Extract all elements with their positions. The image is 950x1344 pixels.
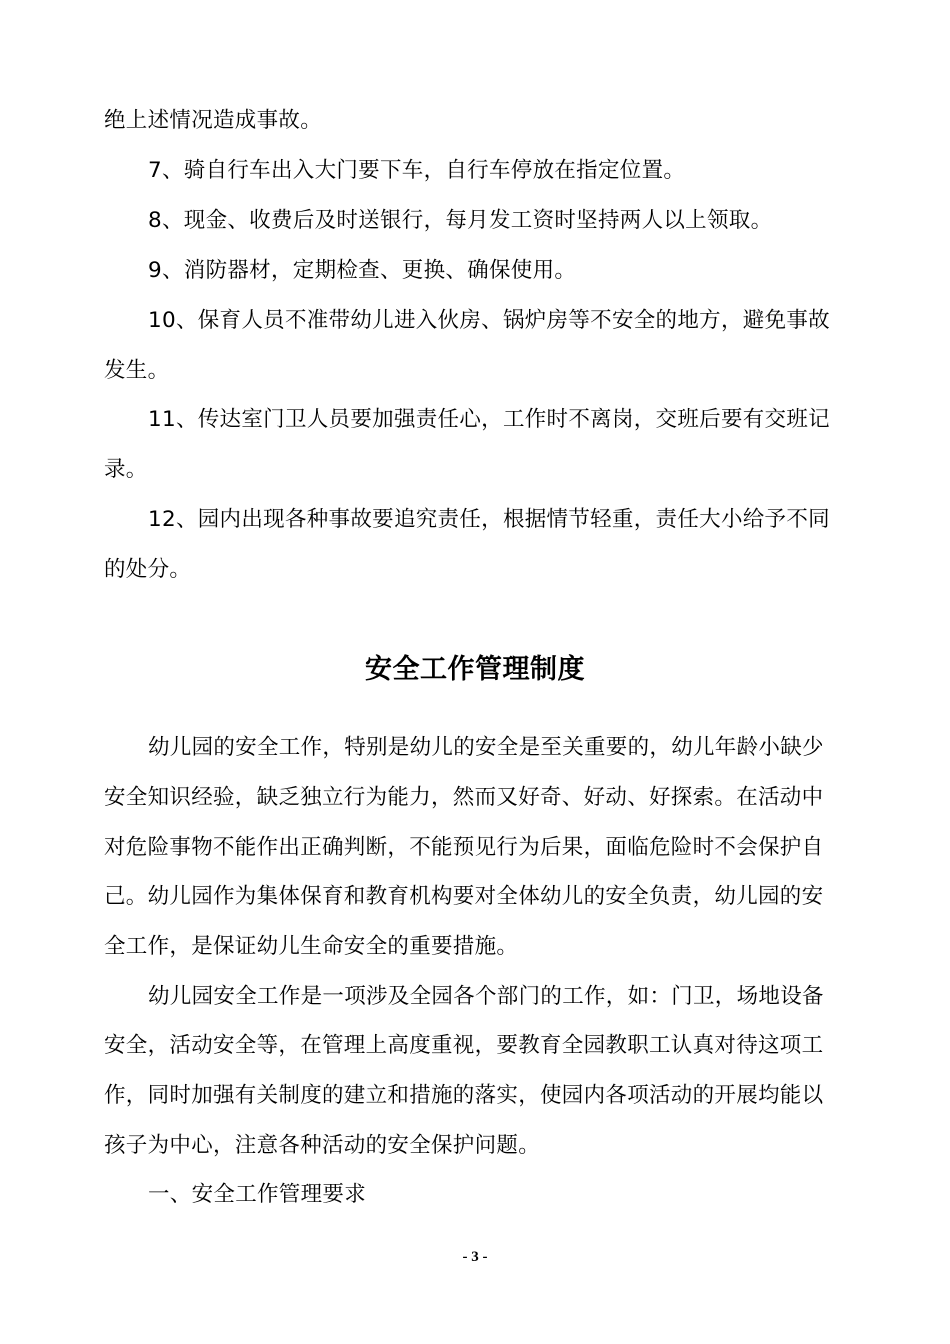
body-paragraph-1-line: 幼儿园的安全工作，特别是幼儿的安全是至关重要的，幼儿年龄小缺少 [148, 735, 824, 760]
page-number: - 3 - [462, 1249, 488, 1265]
list-item-10-continuation: 发生。 [104, 358, 170, 383]
list-item-10: 10、保育人员不准带幼儿进入伙房、锅炉房等不安全的地方，避免事故 [148, 308, 830, 333]
subsection-heading: 一、安全工作管理要求 [148, 1182, 367, 1207]
body-paragraph-1-line: 对危险事物不能作出正确判断，不能预见行为后果，面临危险时不会保护自 [104, 835, 824, 860]
body-paragraph-1-line: 全工作，是保证幼儿生命安全的重要措施。 [104, 934, 519, 959]
body-paragraph-2-line: 幼儿园安全工作是一项涉及全园各个部门的工作，如：门卫，场地设备 [148, 984, 824, 1009]
list-item-11-continuation: 录。 [104, 457, 148, 482]
list-item-11: 11、传达室门卫人员要加强责任心，工作时不离岗，交班后要有交班记 [148, 407, 830, 432]
paragraph-line: 绝上述情况造成事故。 [104, 108, 323, 133]
section-title: 安全工作管理制度 [365, 654, 585, 685]
body-paragraph-2-line: 作，同时加强有关制度的建立和措施的落实，使园内各项活动的开展均能以 [104, 1083, 824, 1108]
body-paragraph-2-line: 安全，活动安全等，在管理上高度重视，要教育全园教职工认真对待这项工 [104, 1033, 824, 1058]
list-item-12: 12、园内出现各种事故要追究责任，根据情节轻重，责任大小给予不同 [148, 507, 830, 532]
list-item-7: 7、骑自行车出入大门要下车，自行车停放在指定位置。 [148, 158, 686, 183]
body-paragraph-1-line: 己。幼儿园作为集体保育和教育机构要对全体幼儿的安全负责，幼儿园的安 [104, 884, 824, 909]
list-item-12-continuation: 的处分。 [104, 557, 192, 582]
body-paragraph-1-line: 安全知识经验，缺乏独立行为能力，然而又好奇、好动、好探索。在活动中 [104, 785, 824, 810]
list-item-8: 8、现金、收费后及时送银行，每月发工资时坚持两人以上领取。 [148, 208, 773, 233]
list-item-9: 9、消防器材，定期检查、更换、确保使用。 [148, 258, 577, 283]
body-paragraph-2-line: 孩子为中心，注意各种活动的安全保护问题。 [104, 1133, 541, 1158]
